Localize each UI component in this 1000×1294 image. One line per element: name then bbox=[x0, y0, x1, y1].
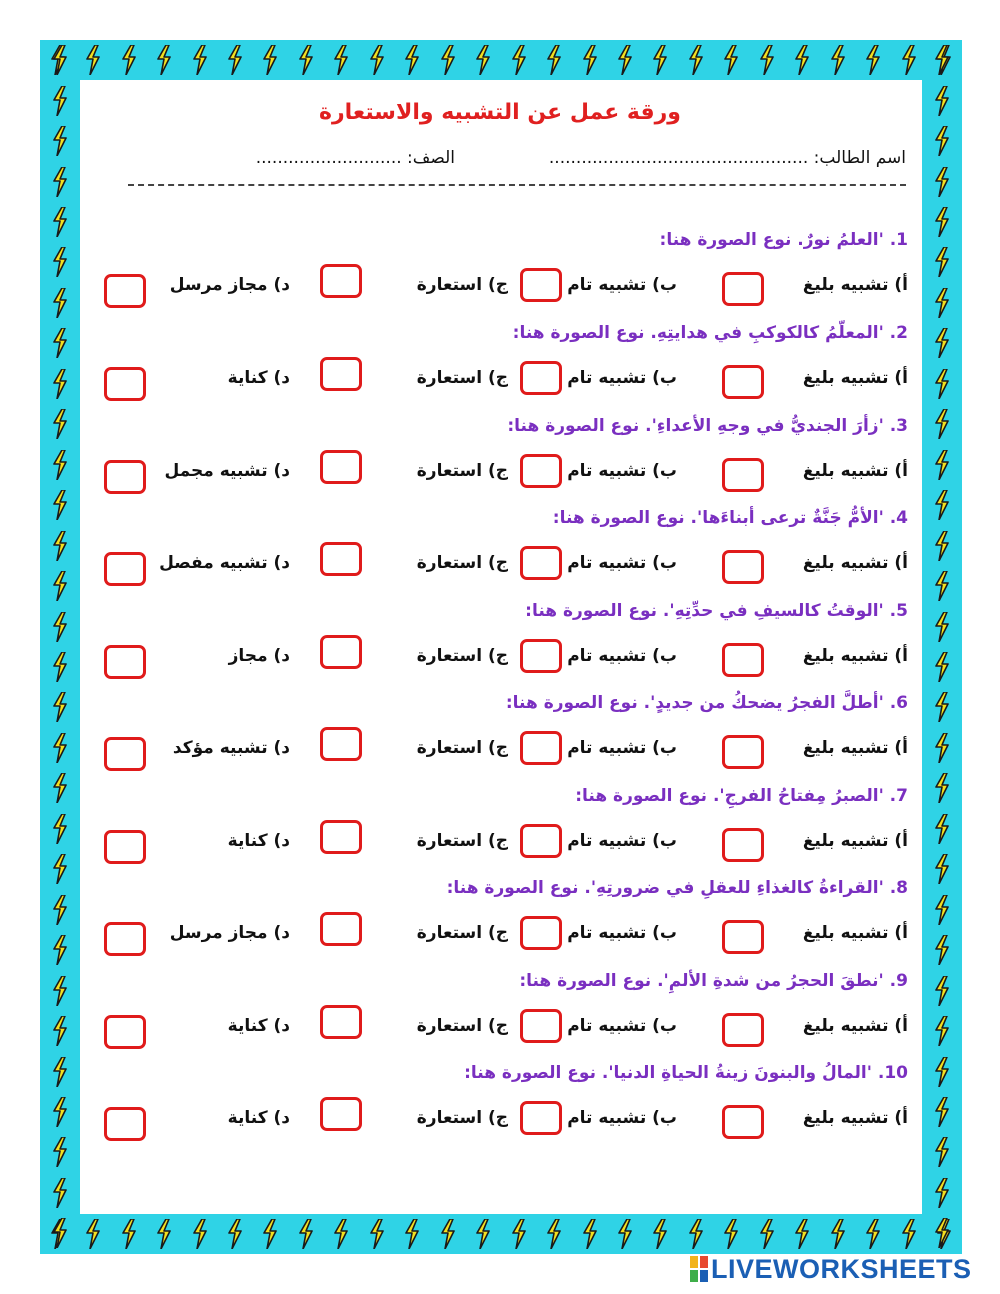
answer-checkbox-c[interactable] bbox=[320, 820, 362, 854]
question-prompt: 1. 'العلمُ نورٌ. نوع الصورة هنا: bbox=[659, 230, 908, 250]
option-a-label: أ) تشبيه بليغ bbox=[802, 553, 908, 573]
lightning-bolt-icon bbox=[51, 531, 69, 561]
lightning-bolt-icon bbox=[933, 409, 951, 439]
lightning-bolt-icon bbox=[332, 1219, 350, 1249]
liveworksheets-logo bbox=[690, 1252, 972, 1286]
lightning-bolt-icon bbox=[545, 45, 563, 75]
answer-checkbox-b[interactable] bbox=[520, 546, 562, 580]
lightning-bolt-icon bbox=[722, 45, 740, 75]
class-field: الصف: ........................... bbox=[255, 148, 455, 168]
lightning-bolt-icon bbox=[933, 1178, 951, 1208]
lightning-bolt-icon bbox=[51, 612, 69, 642]
lightning-bolt-icon bbox=[51, 895, 69, 925]
answer-checkbox-d[interactable] bbox=[104, 552, 146, 586]
question-prompt: 4. 'الأمُّ جَنَّةٌ ترعى أبناءَها'. نوع الصورة هنا: bbox=[552, 508, 908, 528]
lightning-bolt-icon bbox=[933, 369, 951, 399]
lightning-bolt-icon bbox=[793, 1219, 811, 1249]
answer-checkbox-a[interactable] bbox=[722, 920, 764, 954]
answer-checkbox-d[interactable] bbox=[104, 645, 146, 679]
border-left-column bbox=[40, 40, 80, 1254]
lightning-bolt-icon bbox=[581, 1219, 599, 1249]
lightning-bolt-icon bbox=[120, 45, 138, 75]
lightning-bolt-icon bbox=[758, 1219, 776, 1249]
lightning-bolt-icon bbox=[51, 571, 69, 601]
lightning-bolt-icon bbox=[933, 814, 951, 844]
answer-checkbox-d[interactable] bbox=[104, 274, 146, 308]
option-b-label: ب) تشبيه تام bbox=[567, 1108, 677, 1128]
lightning-bolt-icon bbox=[403, 45, 421, 75]
answer-checkbox-b[interactable] bbox=[520, 268, 562, 302]
option-a-label: أ) تشبيه بليغ bbox=[802, 368, 908, 388]
option-b-label: ب) تشبيه تام bbox=[567, 1016, 677, 1036]
lightning-bolt-icon bbox=[51, 773, 69, 803]
lightning-bolt-icon bbox=[51, 1137, 69, 1167]
answer-checkbox-d[interactable] bbox=[104, 1015, 146, 1049]
option-b-label: ب) تشبيه تام bbox=[567, 831, 677, 851]
answer-checkbox-c[interactable] bbox=[320, 635, 362, 669]
lightning-bolt-icon bbox=[51, 976, 69, 1006]
answer-checkbox-b[interactable] bbox=[520, 1101, 562, 1135]
lightning-bolt-icon bbox=[933, 1057, 951, 1087]
answer-checkbox-b[interactable] bbox=[520, 916, 562, 950]
option-b-label: ب) تشبيه تام bbox=[567, 646, 677, 666]
lightning-bolt-icon bbox=[51, 288, 69, 318]
option-d-label: د) مجاز مرسل bbox=[169, 275, 290, 295]
border-right-column bbox=[922, 40, 962, 1254]
lightning-bolt-icon bbox=[51, 935, 69, 965]
lightning-bolt-icon bbox=[51, 167, 69, 197]
option-b-label: ب) تشبيه تام bbox=[567, 923, 677, 943]
question-prompt: 6. 'أطلَّ الفجرُ يضحكُ من جديدٍ'. نوع الصورة هنا: bbox=[505, 693, 908, 713]
lightning-bolt-icon bbox=[933, 1137, 951, 1167]
option-b-label: ب) تشبيه تام bbox=[567, 553, 677, 573]
answer-checkbox-a[interactable] bbox=[722, 828, 764, 862]
lightning-bolt-icon bbox=[864, 45, 882, 75]
option-d-label: د) تشبيه مجمل bbox=[164, 461, 290, 481]
lightning-bolt-icon bbox=[581, 45, 599, 75]
answer-checkbox-d[interactable] bbox=[104, 922, 146, 956]
option-c-label: ج) استعارة bbox=[416, 461, 508, 481]
lightning-bolt-icon bbox=[191, 1219, 209, 1249]
lightning-bolt-icon bbox=[933, 1016, 951, 1046]
lightning-bolt-icon bbox=[51, 207, 69, 237]
option-d-label: د) تشبيه مؤكد bbox=[172, 738, 290, 758]
lightning-bolt-icon bbox=[829, 1219, 847, 1249]
answer-checkbox-c[interactable] bbox=[320, 542, 362, 576]
lightning-bolt-icon bbox=[84, 45, 102, 75]
option-c-label: ج) استعارة bbox=[416, 831, 508, 851]
lightning-bolt-icon bbox=[510, 45, 528, 75]
question-prompt: 3. 'زأرَ الجنديُّ في وجهِ الأعداءِ'. نوع الصورة هنا: bbox=[507, 416, 908, 436]
lightning-bolt-icon bbox=[933, 854, 951, 884]
option-d-label: د) كناية bbox=[227, 1108, 290, 1128]
lightning-bolt-icon bbox=[439, 45, 457, 75]
lightning-bolt-icon bbox=[864, 1219, 882, 1249]
answer-checkbox-b[interactable] bbox=[520, 454, 562, 488]
border-top-row bbox=[40, 40, 962, 80]
lightning-bolt-icon bbox=[51, 652, 69, 682]
lightning-bolt-icon bbox=[297, 1219, 315, 1249]
option-d-label: د) مجاز مرسل bbox=[169, 923, 290, 943]
lightning-bolt-icon bbox=[226, 1219, 244, 1249]
lightning-bolt-icon bbox=[900, 45, 918, 75]
separator-line bbox=[128, 184, 906, 186]
border-bottom-row bbox=[40, 1214, 962, 1254]
option-c-label: ج) استعارة bbox=[416, 368, 508, 388]
lightning-bolt-icon bbox=[933, 733, 951, 763]
answer-checkbox-a[interactable] bbox=[722, 458, 764, 492]
answer-checkbox-d[interactable] bbox=[104, 367, 146, 401]
option-d-label: د) مجاز bbox=[228, 646, 290, 666]
liveworksheets-logo-icon bbox=[690, 1256, 708, 1282]
option-b-label: ب) تشبيه تام bbox=[567, 275, 677, 295]
option-a-label: أ) تشبيه بليغ bbox=[802, 1016, 908, 1036]
lightning-bolt-icon bbox=[758, 45, 776, 75]
lightning-bolt-icon bbox=[933, 288, 951, 318]
lightning-bolt-icon bbox=[933, 531, 951, 561]
lightning-bolt-icon bbox=[829, 45, 847, 75]
lightning-bolt-icon bbox=[191, 45, 209, 75]
lightning-bolt-icon bbox=[510, 1219, 528, 1249]
option-b-label: ب) تشبيه تام bbox=[567, 461, 677, 481]
answer-checkbox-a[interactable] bbox=[722, 365, 764, 399]
lightning-bolt-icon bbox=[226, 45, 244, 75]
worksheet-title: ورقة عمل عن التشبيه والاستعارة bbox=[319, 100, 681, 125]
lightning-bolt-icon bbox=[933, 126, 951, 156]
lightning-bolt-icon bbox=[933, 1097, 951, 1127]
lightning-bolt-icon bbox=[155, 1219, 173, 1249]
lightning-bolt-icon bbox=[933, 895, 951, 925]
lightning-bolt-icon bbox=[933, 167, 951, 197]
lightning-bolt-icon bbox=[687, 45, 705, 75]
lightning-bolt-icon bbox=[933, 612, 951, 642]
lightning-bolt-icon bbox=[51, 1178, 69, 1208]
lightning-bolt-icon bbox=[51, 1057, 69, 1087]
lightning-bolt-icon bbox=[51, 1097, 69, 1127]
answer-checkbox-a[interactable] bbox=[722, 643, 764, 677]
liveworksheets-logo-text: LIVEWORKSHEETS bbox=[711, 1253, 972, 1284]
lightning-bolt-icon bbox=[933, 1218, 951, 1248]
lightning-bolt-icon bbox=[722, 1219, 740, 1249]
lightning-bolt-icon bbox=[933, 328, 951, 358]
option-c-label: ج) استعارة bbox=[416, 646, 508, 666]
question-prompt: 9. 'نطقَ الحجرُ من شدةِ الألمِ'. نوع الصورة هنا: bbox=[519, 971, 908, 991]
lightning-bolt-icon bbox=[51, 1218, 69, 1248]
answer-checkbox-b[interactable] bbox=[520, 361, 562, 395]
lightning-bolt-icon bbox=[933, 247, 951, 277]
lightning-bolt-icon bbox=[900, 1219, 918, 1249]
question-prompt: 5. 'الوقتُ كالسيفِ في حدِّتِهِ'. نوع الصورة هنا: bbox=[525, 601, 908, 621]
option-a-label: أ) تشبيه بليغ bbox=[802, 275, 908, 295]
lightning-bolt-icon bbox=[474, 1219, 492, 1249]
lightning-bolt-icon bbox=[651, 1219, 669, 1249]
option-a-label: أ) تشبيه بليغ bbox=[802, 923, 908, 943]
lightning-bolt-icon bbox=[51, 45, 69, 75]
lightning-bolt-icon bbox=[616, 1219, 634, 1249]
lightning-bolt-icon bbox=[51, 733, 69, 763]
lightning-bolt-icon bbox=[651, 45, 669, 75]
answer-checkbox-d[interactable] bbox=[104, 460, 146, 494]
lightning-bolt-icon bbox=[51, 328, 69, 358]
answer-checkbox-b[interactable] bbox=[520, 1009, 562, 1043]
lightning-bolt-icon bbox=[368, 1219, 386, 1249]
lightning-bolt-icon bbox=[51, 1016, 69, 1046]
lightning-bolt-icon bbox=[933, 692, 951, 722]
lightning-bolt-icon bbox=[793, 45, 811, 75]
option-d-label: د) كناية bbox=[227, 1016, 290, 1036]
option-b-label: ب) تشبيه تام bbox=[567, 738, 677, 758]
option-a-label: أ) تشبيه بليغ bbox=[802, 831, 908, 851]
answer-checkbox-c[interactable] bbox=[320, 1097, 362, 1131]
answer-checkbox-b[interactable] bbox=[520, 639, 562, 673]
option-a-label: أ) تشبيه بليغ bbox=[802, 1108, 908, 1128]
lightning-bolt-icon bbox=[51, 126, 69, 156]
option-c-label: ج) استعارة bbox=[416, 1016, 508, 1036]
lightning-bolt-icon bbox=[84, 1219, 102, 1249]
lightning-bolt-icon bbox=[51, 490, 69, 520]
answer-checkbox-c[interactable] bbox=[320, 912, 362, 946]
lightning-bolt-icon bbox=[933, 45, 951, 75]
lightning-bolt-icon bbox=[51, 450, 69, 480]
lightning-bolt-icon bbox=[687, 1219, 705, 1249]
answer-checkbox-c[interactable] bbox=[320, 727, 362, 761]
lightning-bolt-icon bbox=[933, 450, 951, 480]
lightning-bolt-icon bbox=[403, 1219, 421, 1249]
lightning-bolt-icon bbox=[933, 207, 951, 237]
option-c-label: ج) استعارة bbox=[416, 923, 508, 943]
answer-checkbox-d[interactable] bbox=[104, 1107, 146, 1141]
question-prompt: 10. 'المالُ والبنونَ زينةُ الحياةِ الدنيا'. نوع الصورة هنا: bbox=[464, 1063, 908, 1083]
lightning-bolt-icon bbox=[933, 976, 951, 1006]
answer-checkbox-a[interactable] bbox=[722, 1105, 764, 1139]
answer-checkbox-c[interactable] bbox=[320, 1005, 362, 1039]
answer-checkbox-a[interactable] bbox=[722, 735, 764, 769]
lightning-bolt-icon bbox=[933, 490, 951, 520]
answer-checkbox-c[interactable] bbox=[320, 450, 362, 484]
lightning-bolt-icon bbox=[933, 773, 951, 803]
option-c-label: ج) استعارة bbox=[416, 553, 508, 573]
lightning-bolt-icon bbox=[261, 45, 279, 75]
question-prompt: 7. 'الصبرُ مِفتاحُ الفرجِ'. نوع الصورة هنا: bbox=[575, 786, 908, 806]
question-prompt: 8. 'القراءةُ كالغذاءِ للعقلِ في ضرورتِهِ'. نوع الصورة هنا: bbox=[446, 878, 908, 898]
answer-checkbox-d[interactable] bbox=[104, 737, 146, 771]
option-b-label: ب) تشبيه تام bbox=[567, 368, 677, 388]
option-c-label: ج) استعارة bbox=[416, 275, 508, 295]
lightning-bolt-icon bbox=[545, 1219, 563, 1249]
lightning-bolt-icon bbox=[51, 692, 69, 722]
lightning-bolt-icon bbox=[474, 45, 492, 75]
student-name-field: اسم الطالب: ................................................ bbox=[548, 148, 906, 168]
option-c-label: ج) استعارة bbox=[416, 1108, 508, 1128]
lightning-bolt-icon bbox=[51, 854, 69, 884]
option-a-label: أ) تشبيه بليغ bbox=[802, 646, 908, 666]
answer-checkbox-c[interactable] bbox=[320, 357, 362, 391]
lightning-bolt-icon bbox=[933, 935, 951, 965]
lightning-bolt-icon bbox=[933, 571, 951, 601]
option-d-label: د) كناية bbox=[227, 368, 290, 388]
lightning-bolt-icon bbox=[155, 45, 173, 75]
lightning-bolt-icon bbox=[51, 369, 69, 399]
lightning-bolt-icon bbox=[261, 1219, 279, 1249]
lightning-bolt-icon bbox=[120, 1219, 138, 1249]
option-a-label: أ) تشبيه بليغ bbox=[802, 461, 908, 481]
question-prompt: 2. 'المعلّمُ كالكوكبِ في هدايتِهِ. نوع الصورة هنا: bbox=[512, 323, 908, 343]
lightning-bolt-icon bbox=[439, 1219, 457, 1249]
lightning-bolt-icon bbox=[51, 409, 69, 439]
answer-checkbox-d[interactable] bbox=[104, 830, 146, 864]
lightning-bolt-icon bbox=[332, 45, 350, 75]
lightning-bolt-icon bbox=[51, 247, 69, 277]
option-a-label: أ) تشبيه بليغ bbox=[802, 738, 908, 758]
option-c-label: ج) استعارة bbox=[416, 738, 508, 758]
lightning-bolt-icon bbox=[297, 45, 315, 75]
answer-checkbox-a[interactable] bbox=[722, 550, 764, 584]
option-d-label: د) تشبيه مفصل bbox=[159, 553, 290, 573]
option-d-label: د) كناية bbox=[227, 831, 290, 851]
answer-checkbox-a[interactable] bbox=[722, 1013, 764, 1047]
lightning-bolt-icon bbox=[616, 45, 634, 75]
lightning-bolt-icon bbox=[368, 45, 386, 75]
answer-checkbox-b[interactable] bbox=[520, 824, 562, 858]
answer-checkbox-c[interactable] bbox=[320, 264, 362, 298]
answer-checkbox-b[interactable] bbox=[520, 731, 562, 765]
answer-checkbox-a[interactable] bbox=[722, 272, 764, 306]
lightning-bolt-icon bbox=[933, 652, 951, 682]
lightning-bolt-icon bbox=[51, 814, 69, 844]
